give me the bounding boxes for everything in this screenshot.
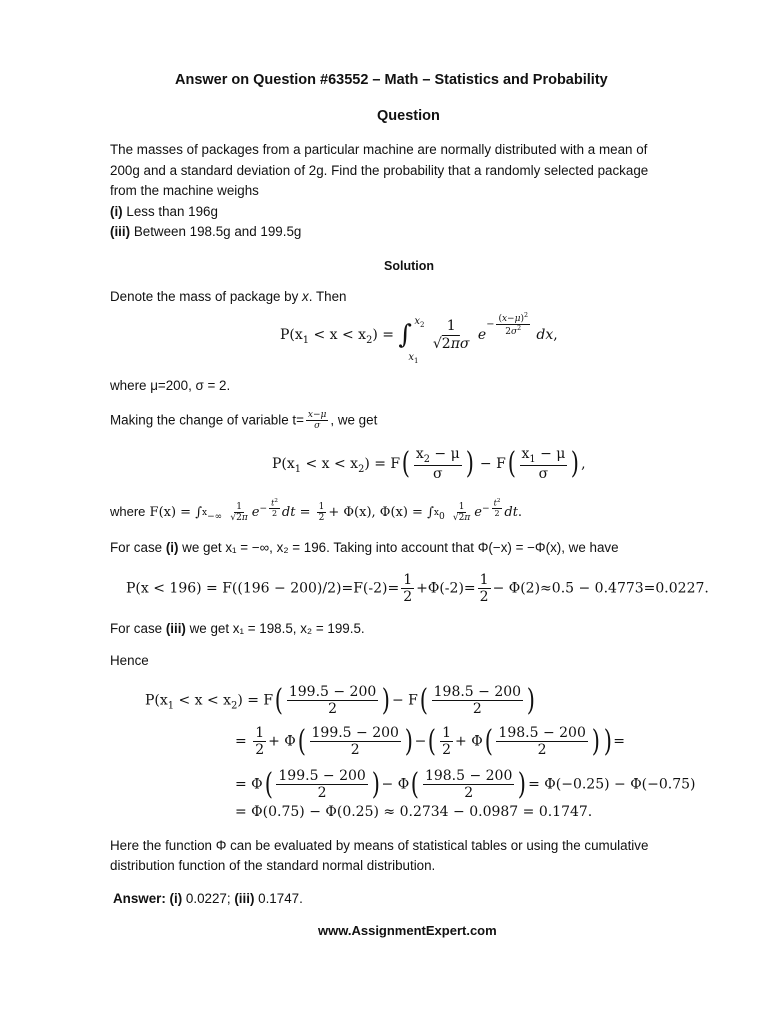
question-line-1: The masses of packages from a particular machine are normally distributed with a mean of <box>110 142 648 157</box>
case-i-formula-tail: − Φ(2)≈0.5 − 0.4773=0.0227. <box>492 580 709 597</box>
note-line-2: distribution function of the standard normal distribution. <box>110 858 436 873</box>
case-i-prefix: For case <box>110 540 166 555</box>
case-iii-text: we get x₁ = 198.5, x₂ = 199.5. <box>185 621 365 636</box>
case-i-label: (i) <box>165 540 179 555</box>
derivation-line-4: = Φ(0.75) − Φ(0.25) ≈ 0.2734 − 0.0987 = 0.1747. <box>235 804 593 820</box>
answer-label: Answer: (i) <box>113 891 183 906</box>
case-iii-label: (iii) <box>165 621 186 636</box>
part-i-text: Less than 196g <box>126 204 218 219</box>
change-var-prefix: Making the change of variable t= <box>110 412 304 428</box>
question-line-2: 200g and a standard deviation of 2g. Find the probability that a randomly selected package <box>110 163 649 178</box>
where-params: where μ=200, σ = 2. <box>110 378 231 393</box>
part-iii-text: Between 198.5g and 199.5g <box>133 224 302 239</box>
integral-formula: $P(x_1 < x < x_2)$ = ∫ $x_2$ $x_1$ $\frac{1}{√2\pi\sigma}$ $e^{- \frac{(x-\mu)^2}{2\sigma^2}}$ dx, <box>280 312 558 365</box>
solution-heading: Solution <box>384 259 434 273</box>
footer-site-link[interactable]: www.AssignmentExpert.com <box>318 923 497 938</box>
question-line-3: from the machine weighs <box>110 183 259 198</box>
derivation-line-2: = $\frac{1}{2}$ + Φ( $\frac{199.5 - 200}{2}$ ) −( $\frac{1}{2}$ + Φ( $\frac{198.5 - 200}{2}$ ) ) = <box>235 723 626 759</box>
case-iii-prefix: For case <box>110 621 166 636</box>
case-i-line <box>110 538 619 558</box>
case-i-formula-head: P(x < 196) = F((196 − 200)/2)=F(-2)= <box>126 580 400 597</box>
change-variable-line: Making the change of variable t= $\frac{x-\mu}{\sigma}$ , we get <box>110 410 378 432</box>
change-var-suffix: , we get <box>330 412 378 428</box>
answer-line <box>113 889 303 909</box>
derivation-line-1: $P(x_1 < x < x_2) = F$( $\frac{199.5 - 200}{2}$ ) − F( $\frac{198.5 - 200}{2}$ ) <box>145 682 536 718</box>
f-phi-definition: where $F(x) = \int_{^x-\infty}$ $\frac{1}{√2\pi}$ $e^{- \frac{t^2}{2}}$ dt = $\frac{1}{2}$ + Φ(x), $\Phi(x) = \int_{^x0}$ $\frac{1}{√2\pi}$ $e^{- \frac{t^2}{2}}$ dt. <box>110 498 523 523</box>
case-iii-line <box>110 619 365 639</box>
f-difference-formula: $P(x_1 < x < x_2) = F$( $\frac{x_2 - \mu}{\sigma}$ ) − F( $\frac{x_1 - \mu}{\sigma}$ ) , <box>272 446 586 483</box>
page-title: Answer on Question #63552 – Math – Statistics and Probability <box>175 72 608 88</box>
denote-line <box>110 287 346 307</box>
part-iii-label: (iii) <box>110 224 131 239</box>
hence-line: Hence <box>110 653 149 668</box>
derivation-line-3: = Φ( $\frac{199.5 - 200}{2}$ ) − Φ( $\frac{198.5 - 200}{2}$ ) = Φ(−0.25) − Φ(−0.75) <box>235 766 696 802</box>
denote-var: x <box>302 289 309 304</box>
question-part-iii <box>110 222 301 242</box>
note-line-1: Here the function Φ can be evaluated by means of statistical tables or using the cumulative <box>110 838 649 853</box>
case-i-formula: P(x < 196) = F((196 − 200)/2)=F(-2)= $\frac{1}{2}$ +Φ(-2)= $\frac{1}{2}$ − Φ(2)≈0.5 − 0.4773=0.0227. <box>126 572 709 606</box>
denote-prefix: Denote the mass of package by <box>110 289 303 304</box>
question-heading: Question <box>377 108 440 124</box>
part-i-label: (i) <box>110 204 123 219</box>
case-i-text: we get x₁ = −∞, x₂ = 196. Taking into account that Φ(−x) = −Φ(x), we have <box>178 540 619 555</box>
denote-suffix: . Then <box>308 289 347 304</box>
answer-label-2: (iii) <box>234 891 255 906</box>
answer-value-2: 0.1747. <box>254 891 303 906</box>
answer-value-1: 0.0227; <box>182 891 235 906</box>
question-part-i <box>110 202 218 222</box>
